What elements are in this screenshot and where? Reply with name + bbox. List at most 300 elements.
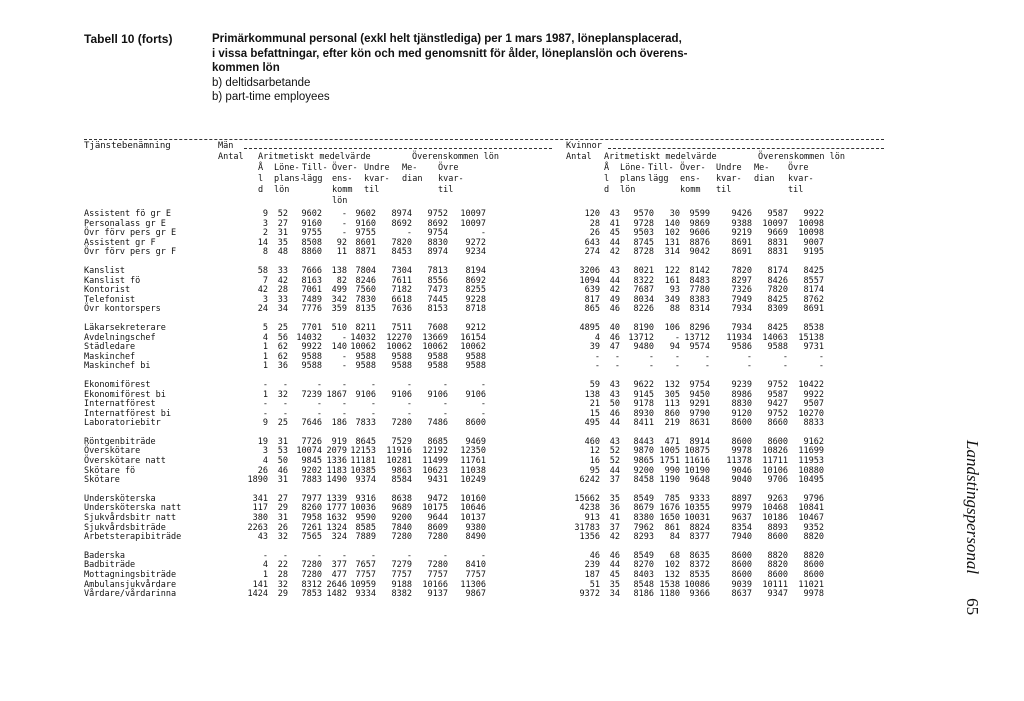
table-cell: 9755: [301, 228, 322, 239]
table-cell: 8691: [731, 247, 752, 258]
table-cell: -: [341, 379, 347, 390]
table-cell: 7776: [301, 304, 322, 315]
table-cell: 7883: [301, 475, 322, 486]
table-cell: 46: [609, 304, 620, 315]
table-cell: 13712: [684, 332, 710, 343]
table-cell: 8600: [731, 570, 752, 580]
table-cell: 8679: [633, 503, 654, 514]
table-cell: 9: [262, 209, 268, 219]
row-title: Övr förv pers gr F: [84, 247, 177, 258]
table-cell: 4: [262, 456, 268, 467]
table-cell: 861: [664, 522, 680, 533]
row-title: Röntgenbiträde: [84, 436, 156, 447]
table-cell: -: [442, 399, 448, 410]
table-cell: 1867: [326, 389, 347, 400]
table-cell: 12270: [386, 332, 412, 343]
table-cell: 9380: [465, 522, 486, 533]
table-cell: 8021: [633, 265, 654, 276]
women-subheader: Me- dian: [754, 163, 775, 184]
table-cell: 8163: [301, 275, 322, 286]
table-cell: 8600: [767, 570, 788, 580]
table-cell: 28: [277, 570, 288, 580]
table-cell: 1424: [247, 589, 268, 600]
table-cell: 43: [609, 436, 620, 447]
table-cell: 7820: [391, 237, 412, 248]
row-title: Skötare: [84, 475, 120, 486]
table-cell: -: [818, 361, 824, 372]
table-row: [84, 305, 884, 315]
table-cell: 9790: [689, 408, 710, 419]
row-group: [84, 267, 884, 315]
table-cell: 9291: [689, 399, 710, 410]
table-cell: 49: [609, 294, 620, 305]
table-cell: 1751: [659, 456, 680, 467]
table-cell: 913: [584, 513, 600, 524]
table-cell: 8314: [689, 304, 710, 315]
table-cell: 9622: [633, 379, 654, 390]
table-cell: 9160: [355, 218, 376, 229]
table-cell: 10074: [296, 446, 322, 457]
table-cell: -: [614, 351, 620, 362]
table-cell: 8876: [689, 237, 710, 248]
row-group: [84, 438, 884, 486]
table-cell: 1336: [326, 456, 347, 467]
table-cell: 359: [331, 304, 347, 315]
men-subheader: Löne- plans- lön: [274, 163, 305, 195]
table-cell: 8312: [301, 579, 322, 590]
men-subheader: Me- dian: [402, 163, 423, 184]
table-cell: 12153: [350, 446, 376, 457]
table-cell: 342: [331, 294, 347, 305]
table-cell: 16154: [460, 332, 486, 343]
table-cell: -: [370, 379, 376, 390]
table-cell: 8660: [767, 418, 788, 429]
table-cell: 56: [277, 332, 288, 343]
table-cell: 274: [584, 247, 600, 258]
table-cell: 8411: [633, 418, 654, 429]
table-cell: 477: [331, 570, 347, 580]
table-cell: 9602: [301, 209, 322, 219]
table-cell: 34: [277, 304, 288, 315]
table-cell: -: [614, 361, 620, 372]
side-running-title: [956, 440, 986, 640]
row-title: Assistent gr F: [84, 237, 156, 248]
row-group: [84, 495, 884, 543]
table-cell: 113: [664, 399, 680, 410]
data-table: [84, 210, 884, 609]
table-cell: 8820: [767, 550, 788, 561]
table-cell: 7326: [731, 285, 752, 296]
table-cell: 1777: [326, 503, 347, 514]
table-cell: 7934: [731, 322, 752, 333]
table-cell: 9648: [689, 475, 710, 486]
table-cell: 28: [277, 285, 288, 296]
table-cell: 10190: [684, 465, 710, 476]
table-cell: 7280: [427, 532, 448, 543]
row-title: Maskinchef bi: [84, 361, 151, 372]
table-cell: 10097: [460, 209, 486, 219]
table-cell: 11038: [460, 465, 486, 476]
table-cell: 138: [331, 265, 347, 276]
table-cell: 9228: [465, 294, 486, 305]
table-cell: 7726: [301, 436, 322, 447]
table-cell: 42: [609, 285, 620, 296]
caption-line: kommen lön: [212, 62, 280, 74]
table-cell: -: [282, 399, 288, 410]
caption-line: b) deltidsarbetande: [212, 76, 311, 89]
table-cell: 7636: [391, 304, 412, 315]
table-cell: 9040: [731, 475, 752, 486]
table-cell: 10098: [798, 218, 824, 229]
row-title: Överskötare natt: [84, 456, 166, 467]
table-cell: -: [480, 550, 486, 561]
table-label: Tabell 10 (forts): [84, 32, 173, 46]
table-cell: 8600: [731, 560, 752, 571]
table-cell: 10137: [460, 513, 486, 524]
table-cell: 9426: [731, 209, 752, 219]
table-cell: 32: [277, 532, 288, 543]
table-cell: 52: [609, 446, 620, 457]
table-cell: 7757: [465, 570, 486, 580]
table-cell: 7182: [391, 285, 412, 296]
row-title: Telefonist: [84, 294, 136, 305]
row-title: Ambulansjukvårdare: [84, 579, 177, 590]
table-cell: -: [782, 351, 788, 362]
table-cell: 510: [331, 322, 347, 333]
table-cell: 141: [252, 579, 268, 590]
table-cell: 35: [609, 493, 620, 504]
table-cell: 11306: [460, 579, 486, 590]
table-cell: 990: [664, 465, 680, 476]
table-cell: 7701: [301, 322, 322, 333]
women-subheader: Löne- plans lön: [620, 163, 646, 195]
row-title: Personalass gr E: [84, 218, 166, 229]
table-cell: 9160: [301, 218, 322, 229]
table-cell: 8820: [803, 532, 824, 543]
table-cell: 9388: [731, 218, 752, 229]
table-cell: 4: [262, 560, 268, 571]
table-cell: 8585: [355, 522, 376, 533]
men-arith-label: Aritmetiskt medelvärde: [258, 152, 371, 162]
table-cell: -: [341, 209, 347, 219]
table-cell: 8831: [767, 247, 788, 258]
table-cell: 10959: [350, 579, 376, 590]
table-cell: 10841: [798, 503, 824, 514]
table-cell: 8600: [731, 418, 752, 429]
table-cell: 122: [664, 265, 680, 276]
table-cell: -: [282, 379, 288, 390]
table-cell: -: [262, 408, 268, 419]
table-cell: 8556: [427, 275, 448, 286]
table-cell: 8692: [427, 218, 448, 229]
table-cell: 8833: [803, 418, 824, 429]
table-cell: 8260: [301, 503, 322, 514]
table-cell: 12: [589, 446, 600, 457]
table-cell: 9979: [731, 503, 752, 514]
table-cell: 9588: [767, 342, 788, 353]
table-cell: 9234: [465, 247, 486, 258]
table-cell: 8194: [465, 265, 486, 276]
table-cell: 29: [277, 589, 288, 600]
table-cell: 10062: [460, 342, 486, 353]
table-cell: 11378: [726, 456, 752, 467]
table-cell: 1538: [659, 579, 680, 590]
table-cell: 36: [609, 503, 620, 514]
table-cell: 10385: [350, 465, 376, 476]
table-cell: 9472: [427, 493, 448, 504]
table-cell: 132: [664, 379, 680, 390]
table-cell: 1650: [659, 513, 680, 524]
table-cell: 132: [664, 570, 680, 580]
table-cell: 8600: [731, 550, 752, 561]
row-title: Undersköterska: [84, 493, 156, 504]
row-title: Baderska: [84, 550, 125, 561]
table-cell: 9588: [355, 351, 376, 362]
table-cell: 1005: [659, 446, 680, 457]
table-cell: 9728: [633, 218, 654, 229]
table-cell: 10646: [460, 503, 486, 514]
table-cell: 9588: [391, 361, 412, 372]
table-cell: 9200: [633, 465, 654, 476]
table-cell: 10062: [386, 342, 412, 353]
table-cell: 9574: [689, 342, 710, 353]
table-cell: 7280: [391, 418, 412, 429]
table-cell: 1: [262, 342, 268, 353]
table-cell: 9587: [767, 389, 788, 400]
table-cell: -: [674, 332, 680, 343]
row-title: Laboratoriebitr: [84, 418, 161, 429]
table-cell: 7280: [301, 570, 322, 580]
table-cell: 9978: [803, 589, 824, 600]
table-cell: 47: [609, 342, 620, 353]
table-cell: 11: [336, 247, 347, 258]
table-cell: 50: [609, 399, 620, 410]
table-cell: 42: [609, 247, 620, 258]
table-cell: 9178: [633, 399, 654, 410]
table-cell: 8893: [767, 522, 788, 533]
table-cell: -: [341, 408, 347, 419]
table-cell: 36: [277, 361, 288, 372]
row-title: Ekonomiförest: [84, 379, 151, 390]
row-title: Internatförest bi: [84, 408, 171, 419]
table-cell: -: [594, 351, 600, 362]
table-cell: -: [442, 379, 448, 390]
table-cell: 10098: [798, 228, 824, 239]
table-cell: 8762: [803, 294, 824, 305]
table-cell: 7780: [689, 285, 710, 296]
table-cell: 8824: [689, 522, 710, 533]
table-cell: 9106: [427, 389, 448, 400]
table-cell: 9922: [301, 342, 322, 353]
table-cell: 8830: [731, 399, 752, 410]
table-cell: 34: [609, 589, 620, 600]
table-cell: 7611: [391, 275, 412, 286]
table-cell: 35: [609, 579, 620, 590]
table-cell: 8728: [633, 247, 654, 258]
table-cell: 31: [277, 475, 288, 486]
table-cell: 9845: [301, 456, 322, 467]
table-cell: 9145: [633, 389, 654, 400]
table-cell: -: [262, 379, 268, 390]
table-cell: 8322: [633, 275, 654, 286]
table-cell: -: [370, 550, 376, 561]
row-title: Kanslist: [84, 265, 125, 276]
table-cell: 9239: [731, 379, 752, 390]
table-cell: 88: [669, 304, 680, 315]
table-cell: 24: [257, 304, 268, 315]
table-cell: 9212: [465, 322, 486, 333]
table-cell: 9372: [579, 589, 600, 600]
table-cell: 817: [584, 294, 600, 305]
table-cell: 8226: [633, 304, 654, 315]
table-cell: 9752: [427, 209, 448, 219]
table-cell: -: [480, 399, 486, 410]
table-cell: 785: [664, 493, 680, 504]
caption-line: Primärkommunal personal (exkl helt tjänstlediga) per 1 mars 1987, löneplansplacerad,: [212, 33, 682, 45]
table-cell: 8685: [427, 436, 448, 447]
table-cell: 117: [252, 503, 268, 514]
table-cell: 9586: [731, 342, 752, 353]
table-cell: 860: [664, 408, 680, 419]
table-cell: 10186: [762, 513, 788, 524]
table-cell: 8483: [689, 275, 710, 286]
table-cell: 2079: [326, 446, 347, 457]
table-cell: 46: [277, 465, 288, 476]
table-cell: -: [406, 399, 412, 410]
row-group: [84, 324, 884, 372]
table-cell: 8820: [767, 560, 788, 571]
table-row: [84, 419, 884, 429]
table-cell: 1180: [659, 589, 680, 600]
table-cell: 3: [262, 446, 268, 457]
table-cell: 15662: [574, 493, 600, 504]
table-cell: 8174: [767, 265, 788, 276]
table-cell: 9865: [633, 456, 654, 467]
table-cell: 1482: [326, 589, 347, 600]
women-subheader: Undre kvar- til: [716, 163, 742, 195]
table-cell: 9689: [391, 503, 412, 514]
table-cell: 9922: [803, 209, 824, 219]
table-cell: 8255: [465, 285, 486, 296]
table-cell: 10062: [350, 342, 376, 353]
table-cell: 42: [277, 275, 288, 286]
table-cell: 44: [609, 560, 620, 571]
table-cell: 95: [589, 465, 600, 476]
table-cell: 11021: [798, 579, 824, 590]
table-cell: 8425: [767, 294, 788, 305]
table-cell: 7804: [355, 265, 376, 276]
table-cell: 8600: [465, 418, 486, 429]
table-cell: 7687: [633, 285, 654, 296]
table-cell: 140: [331, 342, 347, 353]
row-title: Internatförest: [84, 399, 156, 410]
table-cell: 9366: [689, 589, 710, 600]
table-cell: 19: [257, 436, 268, 447]
table-cell: -: [746, 351, 752, 362]
table-cell: 82: [336, 275, 347, 286]
men-subheader: Över- ens- komm lön: [332, 163, 358, 206]
table-cell: 11181: [350, 456, 376, 467]
table-cell: 10062: [422, 342, 448, 353]
table-cell: 8270: [633, 560, 654, 571]
men-agreed-label: Överenskommen lön: [412, 152, 499, 162]
row-title: Maskinchef: [84, 351, 136, 362]
table-cell: 84: [669, 532, 680, 543]
table-cell: 8691: [803, 304, 824, 315]
men-label: Män: [218, 141, 234, 151]
table-cell: -: [341, 351, 347, 362]
table-cell: 8142: [689, 265, 710, 276]
column-title: Tjänstebenämning: [84, 141, 171, 151]
table-cell: 7833: [355, 418, 376, 429]
table-cell: 10467: [798, 513, 824, 524]
table-cell: 43: [609, 389, 620, 400]
men-rule: [244, 148, 552, 149]
table-cell: 1890: [247, 475, 268, 486]
row-group: [84, 381, 884, 429]
table-cell: 7486: [427, 418, 448, 429]
men-subheader: Undre kvar- til: [364, 163, 390, 195]
table-cell: 10495: [798, 475, 824, 486]
table-cell: 46: [609, 408, 620, 419]
table-cell: 8297: [731, 275, 752, 286]
table-cell: 8638: [391, 493, 412, 504]
table-cell: 9316: [355, 493, 376, 504]
table-cell: 27: [277, 218, 288, 229]
table-cell: 324: [331, 532, 347, 543]
table-cell: 11499: [422, 456, 448, 467]
table-cell: 41: [609, 218, 620, 229]
women-arith-label: Aritmetiskt medelvärde: [604, 152, 717, 162]
women-subheader: Till- lägg: [648, 163, 674, 184]
row-title: Avdelningschef: [84, 332, 156, 343]
table-cell: 7820: [731, 265, 752, 276]
caption-line: b) part-time employees: [212, 91, 330, 103]
table-cell: 106: [664, 322, 680, 333]
row-title: Skötare fö: [84, 465, 136, 476]
table-cell: 8930: [633, 408, 654, 419]
table-cell: 25: [277, 418, 288, 429]
table-cell: 8426: [767, 275, 788, 286]
table-cell: 8871: [355, 247, 376, 258]
table-cell: 8635: [689, 550, 710, 561]
table-cell: -: [341, 361, 347, 372]
table-cell: 14063: [762, 332, 788, 343]
table-cell: 9602: [355, 209, 376, 219]
table-cell: 59: [589, 379, 600, 390]
table-cell: 8211: [355, 322, 376, 333]
table-cell: 9669: [767, 228, 788, 239]
table-cell: 8354: [731, 522, 752, 533]
table-cell: 7: [262, 275, 268, 286]
table-cell: 37: [609, 475, 620, 486]
table-cell: 8692: [391, 218, 412, 229]
table-cell: 31: [277, 228, 288, 239]
table-cell: 7280: [427, 560, 448, 571]
table-cell: 10106: [762, 465, 788, 476]
table-cell: 9588: [301, 351, 322, 362]
table-cell: 41: [609, 513, 620, 524]
table-cell: 68: [669, 550, 680, 561]
table-cell: 9863: [391, 465, 412, 476]
women-agreed-label: Överenskommen lön: [758, 152, 845, 162]
table-cell: 9588: [427, 351, 448, 362]
table-cell: 10281: [386, 456, 412, 467]
table-cell: 10097: [762, 218, 788, 229]
table-cell: 7261: [301, 522, 322, 533]
table-cell: 1356: [579, 532, 600, 543]
table-cell: 8860: [301, 247, 322, 258]
